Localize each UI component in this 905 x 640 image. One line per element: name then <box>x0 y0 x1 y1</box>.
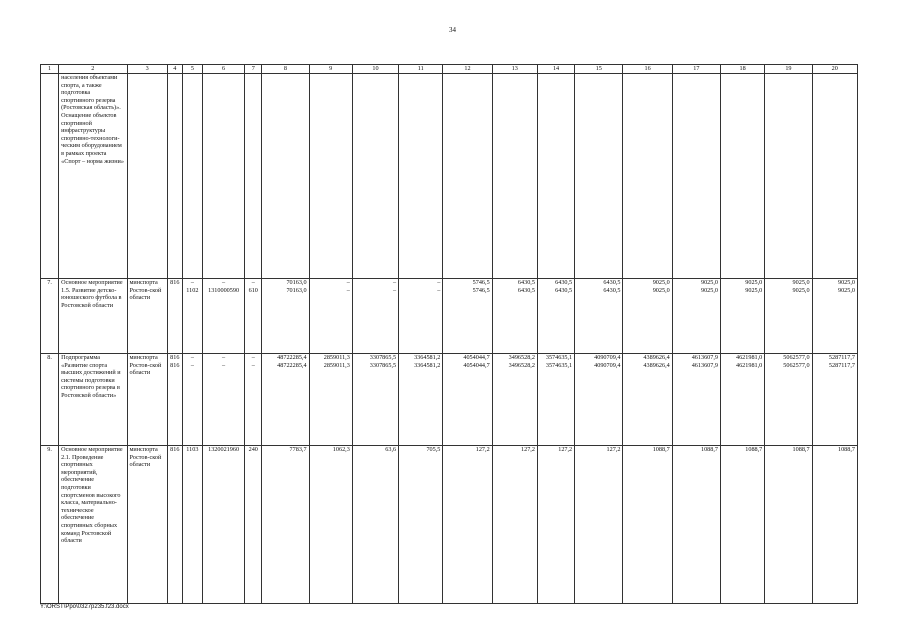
table-cell <box>721 74 765 279</box>
table-cell: минспорта Ростов-ской области <box>127 279 167 354</box>
table-cell <box>245 74 262 279</box>
table-cell: 9. <box>41 446 59 604</box>
table-cell: – 1102 <box>182 279 202 354</box>
table-cell: Подпрограмма «Развитие спорта высших достижений и системы подготовки спортивного резерва в Ростовской области» <box>59 354 127 446</box>
column-header: 18 <box>721 65 765 74</box>
column-header: 14 <box>537 65 574 74</box>
table-cell: 127,2 <box>575 446 623 604</box>
table-cell: 9025,0 9025,0 <box>623 279 672 354</box>
table-cell <box>623 74 672 279</box>
column-header: 6 <box>202 65 244 74</box>
table-cell <box>41 74 59 279</box>
table-cell: 816 <box>167 279 182 354</box>
table-cell <box>262 74 309 279</box>
table-cell <box>182 74 202 279</box>
table-cell: – – <box>182 354 202 446</box>
page-number: 34 <box>449 26 456 34</box>
table-row <box>41 446 858 604</box>
column-header: 11 <box>399 65 443 74</box>
table-cell <box>575 74 623 279</box>
table-cell: 5287117,7 5287117,7 <box>812 354 857 446</box>
column-header: 15 <box>575 65 623 74</box>
table-cell: 7783,7 <box>262 446 309 604</box>
table-cell <box>309 74 352 279</box>
table-cell <box>672 74 720 279</box>
column-header: 9 <box>309 65 352 74</box>
table-cell: 5746,5 5746,5 <box>443 279 492 354</box>
column-header: 13 <box>492 65 537 74</box>
table-cell <box>812 74 857 279</box>
table-cell: минспорта Ростов-ской области <box>127 354 167 446</box>
table-cell <box>537 74 574 279</box>
table-cell: 1088,7 <box>721 446 765 604</box>
column-header: 7 <box>245 65 262 74</box>
table-cell: 2859011,3 2859011,3 <box>309 354 352 446</box>
column-header: 16 <box>623 65 672 74</box>
table-cell: 9025,0 9025,0 <box>765 279 812 354</box>
table-cell <box>352 74 398 279</box>
table-row <box>41 74 858 279</box>
table-cell: 127,2 <box>492 446 537 604</box>
table-cell: 3364581,2 3364581,2 <box>399 354 443 446</box>
column-header: 19 <box>765 65 812 74</box>
table-cell: 240 <box>245 446 262 604</box>
table-cell: 3574635,1 3574635,1 <box>537 354 574 446</box>
table-cell: 5062577,0 5062577,0 <box>765 354 812 446</box>
budget-table <box>40 64 858 604</box>
table-cell: 3496528,2 3496528,2 <box>492 354 537 446</box>
column-header: 2 <box>59 65 127 74</box>
table-cell: 70163,0 70163,0 <box>262 279 309 354</box>
table-cell <box>399 74 443 279</box>
table-row <box>41 354 858 446</box>
table-cell: минспорта Ростов-ской области <box>127 446 167 604</box>
column-header: 5 <box>182 65 202 74</box>
table-cell: 8. <box>41 354 59 446</box>
table-cell: 4389626,4 4389626,4 <box>623 354 672 446</box>
table-cell: 7. <box>41 279 59 354</box>
table-cell <box>765 74 812 279</box>
table-cell: 3307865,5 3307865,5 <box>352 354 398 446</box>
table-cell: 63,6 <box>352 446 398 604</box>
column-header: 4 <box>167 65 182 74</box>
table-cell: 4613607,9 4613607,9 <box>672 354 720 446</box>
column-number-row <box>41 65 858 74</box>
table-cell <box>492 74 537 279</box>
table-cell: 6430,5 6430,5 <box>575 279 623 354</box>
column-header: 3 <box>127 65 167 74</box>
table-cell: 48722285,4 48722285,4 <box>262 354 309 446</box>
table-cell: 9025,0 9025,0 <box>721 279 765 354</box>
table-cell: Основное мероприятие 2.1. Проведение спортивных мероприятий, обеспечение подготовки спортсменов высокого класса, материально-техническое обеспечение спортивных сборных команд Ростовской области <box>59 446 127 604</box>
table-cell: 1088,7 <box>765 446 812 604</box>
table-cell: 9025,0 9025,0 <box>812 279 857 354</box>
table-cell <box>202 74 244 279</box>
table-cell: населения объектами спорта, а также подготовка спортивного резерва (Ростовская область)». Оснащение объектов спортивной инфраструктуры спортивно-технологи-ческим оборудованием в рамках проекта «Спорт – норма жизни» <box>59 74 127 279</box>
table-cell: – – <box>245 354 262 446</box>
table-cell: – 610 <box>245 279 262 354</box>
column-header: 1 <box>41 65 59 74</box>
column-header: 10 <box>352 65 398 74</box>
table-cell: 6430,5 6430,5 <box>492 279 537 354</box>
table-cell: – – <box>399 279 443 354</box>
column-header: 8 <box>262 65 309 74</box>
table-cell: 9025,0 9025,0 <box>672 279 720 354</box>
file-path-footer: Y:\ORST\Ppo\0327p235.f23.docx <box>40 604 129 610</box>
table-cell <box>443 74 492 279</box>
table-cell: Основное мероприятие 1.5. Развитие детско-юношеского футбола в Ростовской области <box>59 279 127 354</box>
table-cell: 1320021960 <box>202 446 244 604</box>
column-header: 17 <box>672 65 720 74</box>
table-cell: 705,5 <box>399 446 443 604</box>
table-cell: 1062,3 <box>309 446 352 604</box>
table-cell: – – <box>309 279 352 354</box>
table-cell: – – <box>352 279 398 354</box>
table-cell: 127,2 <box>443 446 492 604</box>
table-cell: 1088,7 <box>672 446 720 604</box>
table-cell <box>167 74 182 279</box>
column-header: 20 <box>812 65 857 74</box>
table-cell: 1088,7 <box>812 446 857 604</box>
table-cell <box>127 74 167 279</box>
table-cell: – 1310000590 <box>202 279 244 354</box>
table-cell: 4054044,7 4054044,7 <box>443 354 492 446</box>
table-cell: 4621981,0 4621981,0 <box>721 354 765 446</box>
table-cell: 816 <box>167 446 182 604</box>
table-cell: 1088,7 <box>623 446 672 604</box>
table-cell: 127,2 <box>537 446 574 604</box>
table-cell: – – <box>202 354 244 446</box>
table-row <box>41 279 858 354</box>
table-cell: 816 816 <box>167 354 182 446</box>
table-cell: 6430,5 6430,5 <box>537 279 574 354</box>
table-cell: 4090709,4 4090709,4 <box>575 354 623 446</box>
table-cell: 1103 <box>182 446 202 604</box>
column-header: 12 <box>443 65 492 74</box>
